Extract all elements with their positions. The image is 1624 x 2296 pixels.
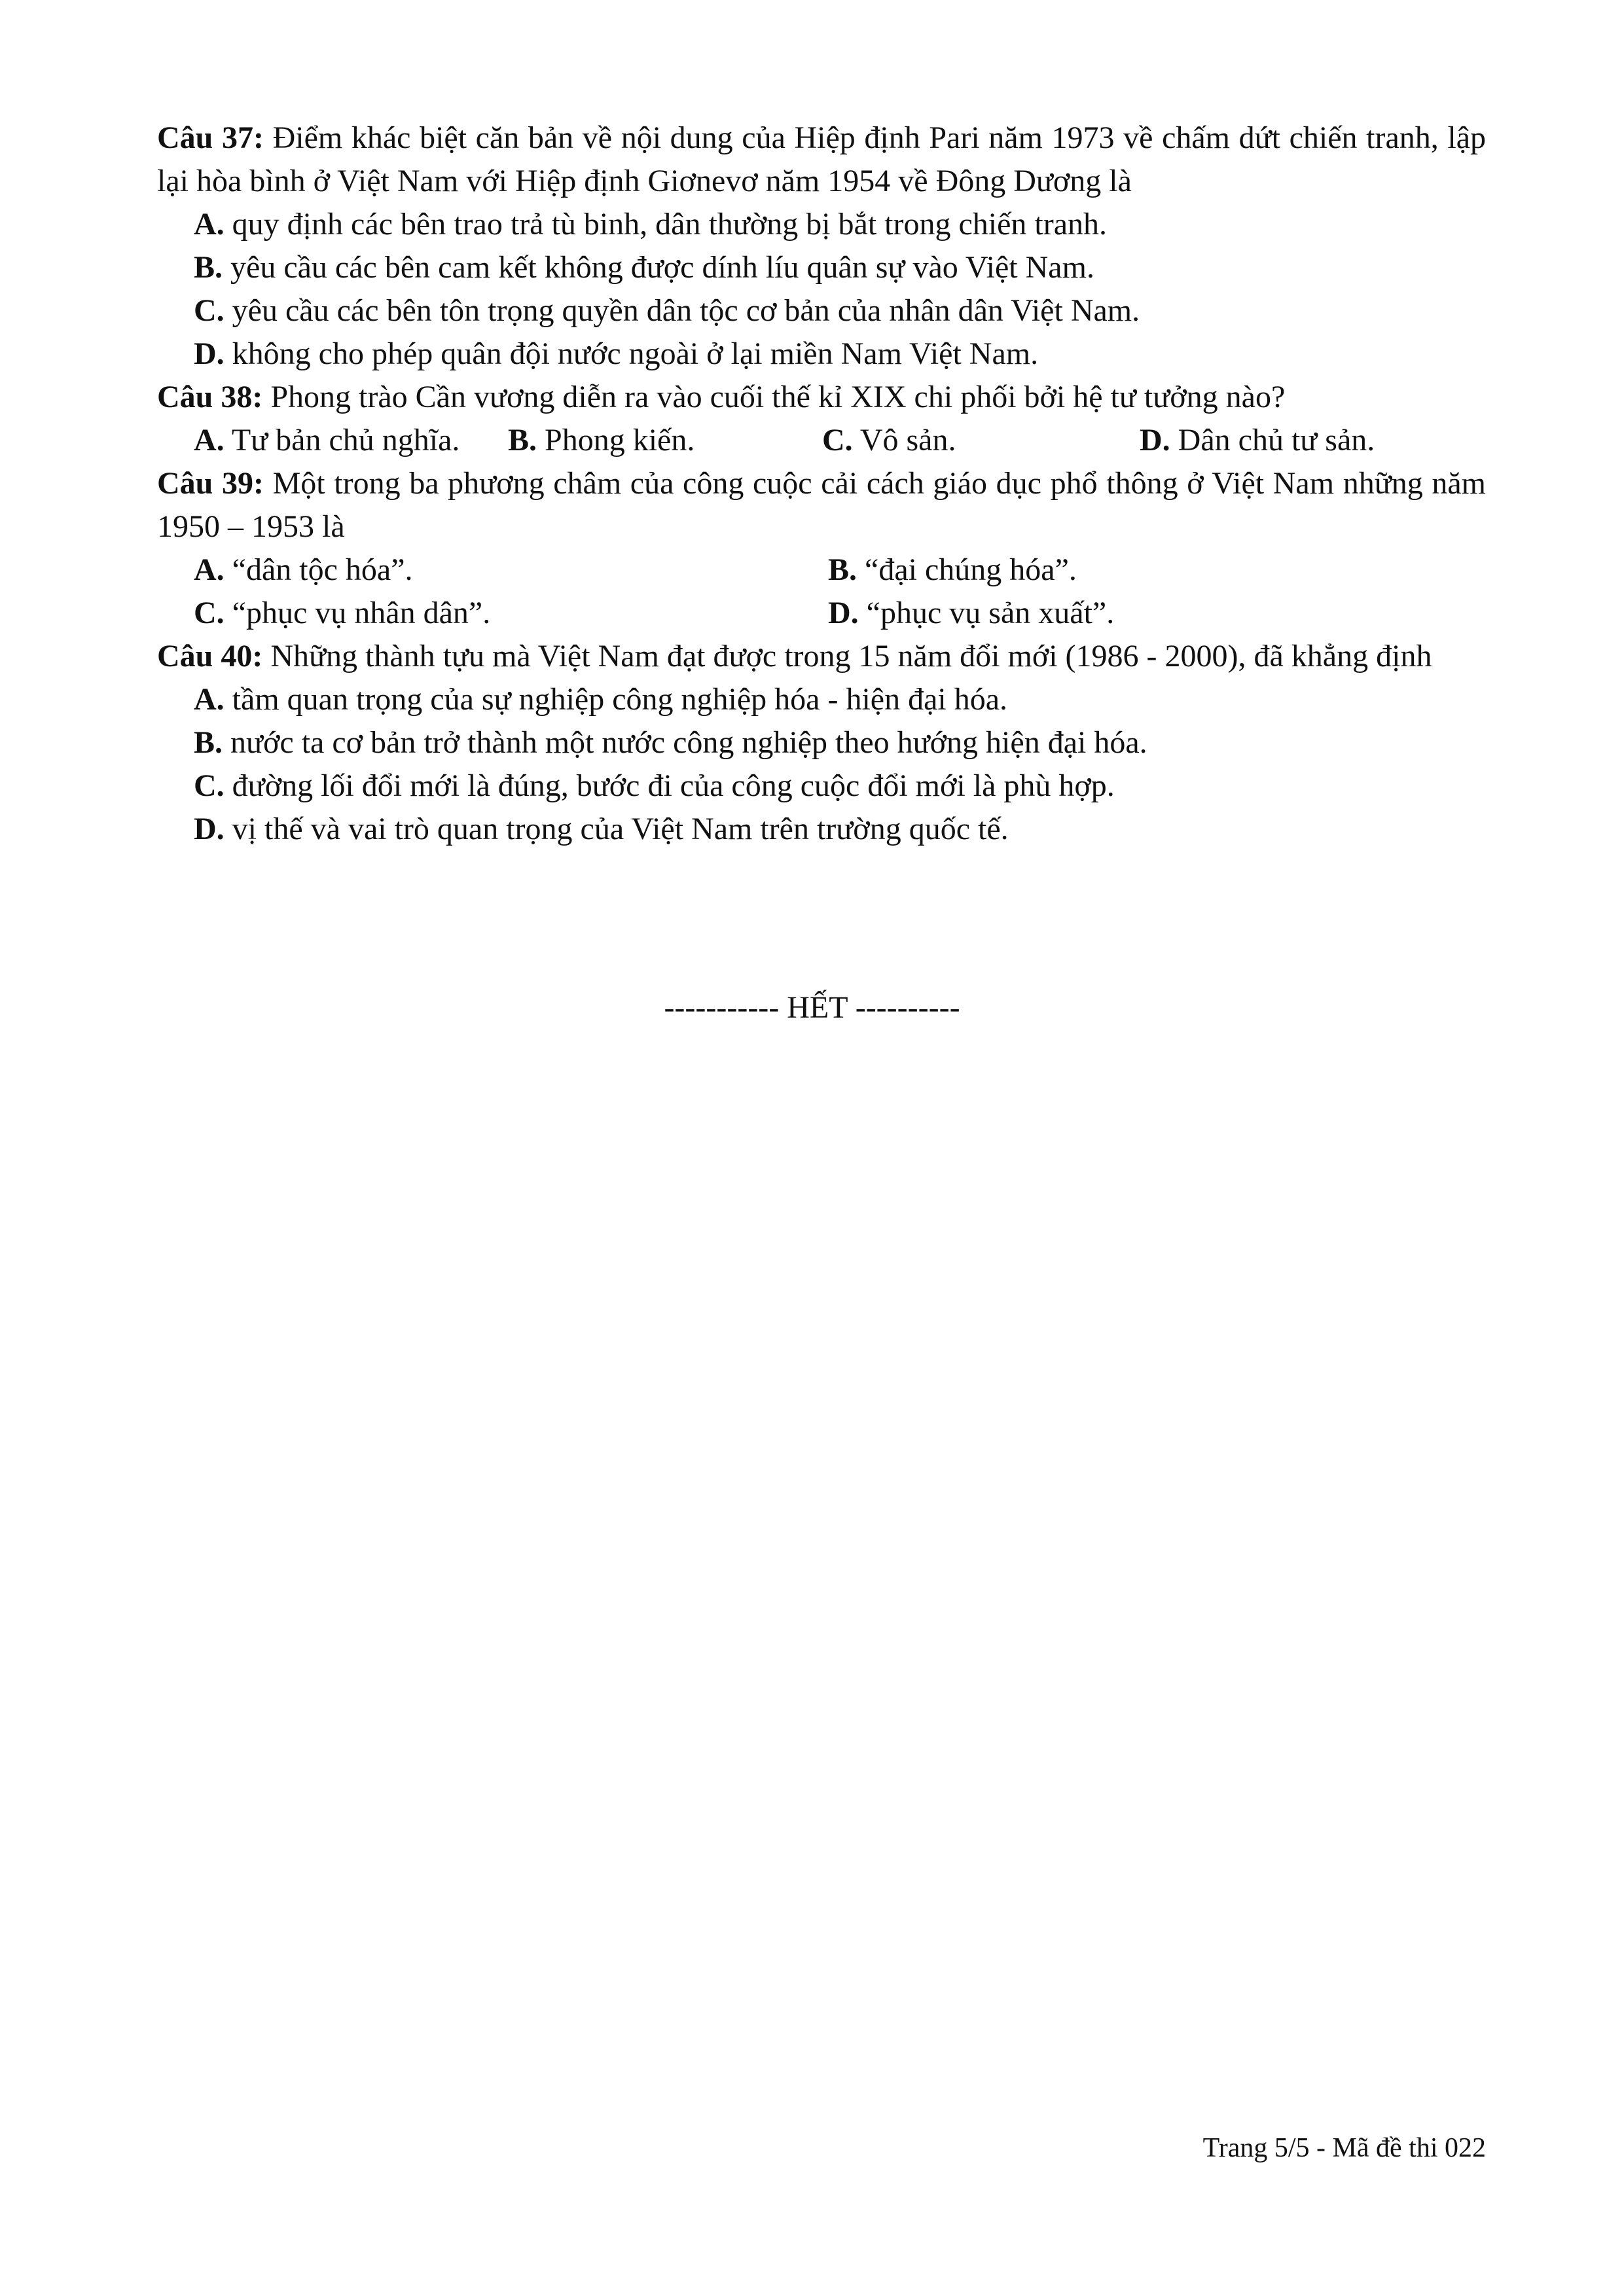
question-38 — [157, 376, 1486, 419]
option-text: Vô sản. — [859, 423, 956, 457]
option-text: vị thế và vai trò quan trọng của Việt Nam trên trường quốc tế. — [232, 812, 1009, 846]
options-row — [157, 548, 1486, 592]
question-label: Câu 38: — [157, 380, 263, 414]
option-a — [157, 678, 1486, 721]
option-label: B. — [828, 552, 857, 587]
option-d — [157, 332, 1486, 376]
question-37 — [157, 117, 1486, 203]
option-text: “dân tộc hóa”. — [232, 552, 413, 587]
question-39 — [157, 462, 1486, 548]
page-footer: Trang 5/5 - Mã đề thi 022 — [1202, 2133, 1486, 2163]
option-label: C. — [194, 768, 225, 803]
question-label: Câu 40: — [157, 639, 263, 673]
option-text: yêu cầu các bên cam kết không được dính líu quân sự vào Việt Nam. — [230, 250, 1094, 285]
option-label: D. — [1140, 423, 1170, 457]
option-label: C. — [194, 596, 225, 630]
option-label: A. — [194, 423, 225, 457]
question-text: Điểm khác biệt căn bản về nội dung của Hiệp định Pari năm 1973 về chấm dứt chiến tranh, lập lại hòa bình ở Việt Nam với Hiệp định Giơnevơ năm 1954 về Đông Dương là — [157, 120, 1487, 198]
option-text: không cho phép quân đội nước ngoài ở lại miền Nam Việt Nam. — [232, 336, 1039, 371]
option-text: “phục vụ nhân dân”. — [232, 596, 491, 630]
end-of-exam-mark: ----------- HẾT ---------- — [664, 990, 960, 1025]
option-text: Dân chủ tư sản. — [1178, 423, 1375, 457]
question-label: Câu 37: — [157, 120, 264, 155]
option-label: A. — [194, 682, 225, 717]
question-text: Phong trào Cần vương diễn ra vào cuối thế kỉ XIX chi phối bởi hệ tư tưởng nào? — [270, 380, 1286, 414]
option-label: D. — [828, 596, 859, 630]
option-b — [508, 419, 822, 462]
option-text: tầm quan trọng của sự nghiệp công nghiệp hóa - hiện đại hóa. — [232, 682, 1008, 717]
option-text: Phong kiến. — [545, 423, 695, 457]
question-text: Những thành tựu mà Việt Nam đạt được trong 15 năm đổi mới (1986 - 2000), đã khẳng định — [270, 639, 1432, 673]
option-text: quy định các bên trao trả tù binh, dân thường bị bắt trong chiến tranh. — [232, 207, 1108, 242]
options-row — [157, 592, 1486, 635]
option-label: A. — [194, 552, 225, 587]
options-row — [157, 419, 1486, 462]
option-label: A. — [194, 207, 225, 242]
option-label: B. — [194, 725, 223, 760]
questions-block — [157, 117, 1486, 851]
option-d — [828, 592, 1114, 635]
option-text: đường lối đổi mới là đúng, bước đi của công cuộc đổi mới là phù hợp. — [232, 768, 1115, 803]
option-text: Tư bản chủ nghĩa. — [231, 423, 460, 457]
option-b — [157, 721, 1486, 764]
option-label: B. — [194, 250, 223, 285]
option-a — [157, 203, 1486, 246]
option-text: “phục vụ sản xuất”. — [866, 596, 1115, 630]
option-label: B. — [508, 423, 537, 457]
question-label: Câu 39: — [157, 466, 264, 501]
option-c — [822, 419, 1140, 462]
question-text: Một trong ba phương châm của công cuộc cải cách giáo dục phổ thông ở Việt Nam những năm 1950 – 1953 là — [157, 466, 1486, 544]
option-a — [194, 419, 508, 462]
option-c — [157, 764, 1486, 808]
option-label: C. — [822, 423, 853, 457]
option-b — [157, 246, 1486, 289]
option-label: C. — [194, 293, 225, 328]
option-d — [157, 808, 1486, 851]
option-text: “đại chúng hóa”. — [865, 552, 1077, 587]
option-label: D. — [194, 812, 225, 846]
option-c — [194, 592, 828, 635]
option-b — [828, 548, 1077, 592]
option-text: yêu cầu các bên tôn trọng quyền dân tộc cơ bản của nhân dân Việt Nam. — [232, 293, 1140, 328]
option-c — [157, 289, 1486, 332]
option-label: D. — [194, 336, 225, 371]
option-d — [1140, 419, 1375, 462]
option-text: nước ta cơ bản trở thành một nước công nghiệp theo hướng hiện đại hóa. — [230, 725, 1147, 760]
option-a — [194, 548, 828, 592]
question-40 — [157, 635, 1486, 678]
